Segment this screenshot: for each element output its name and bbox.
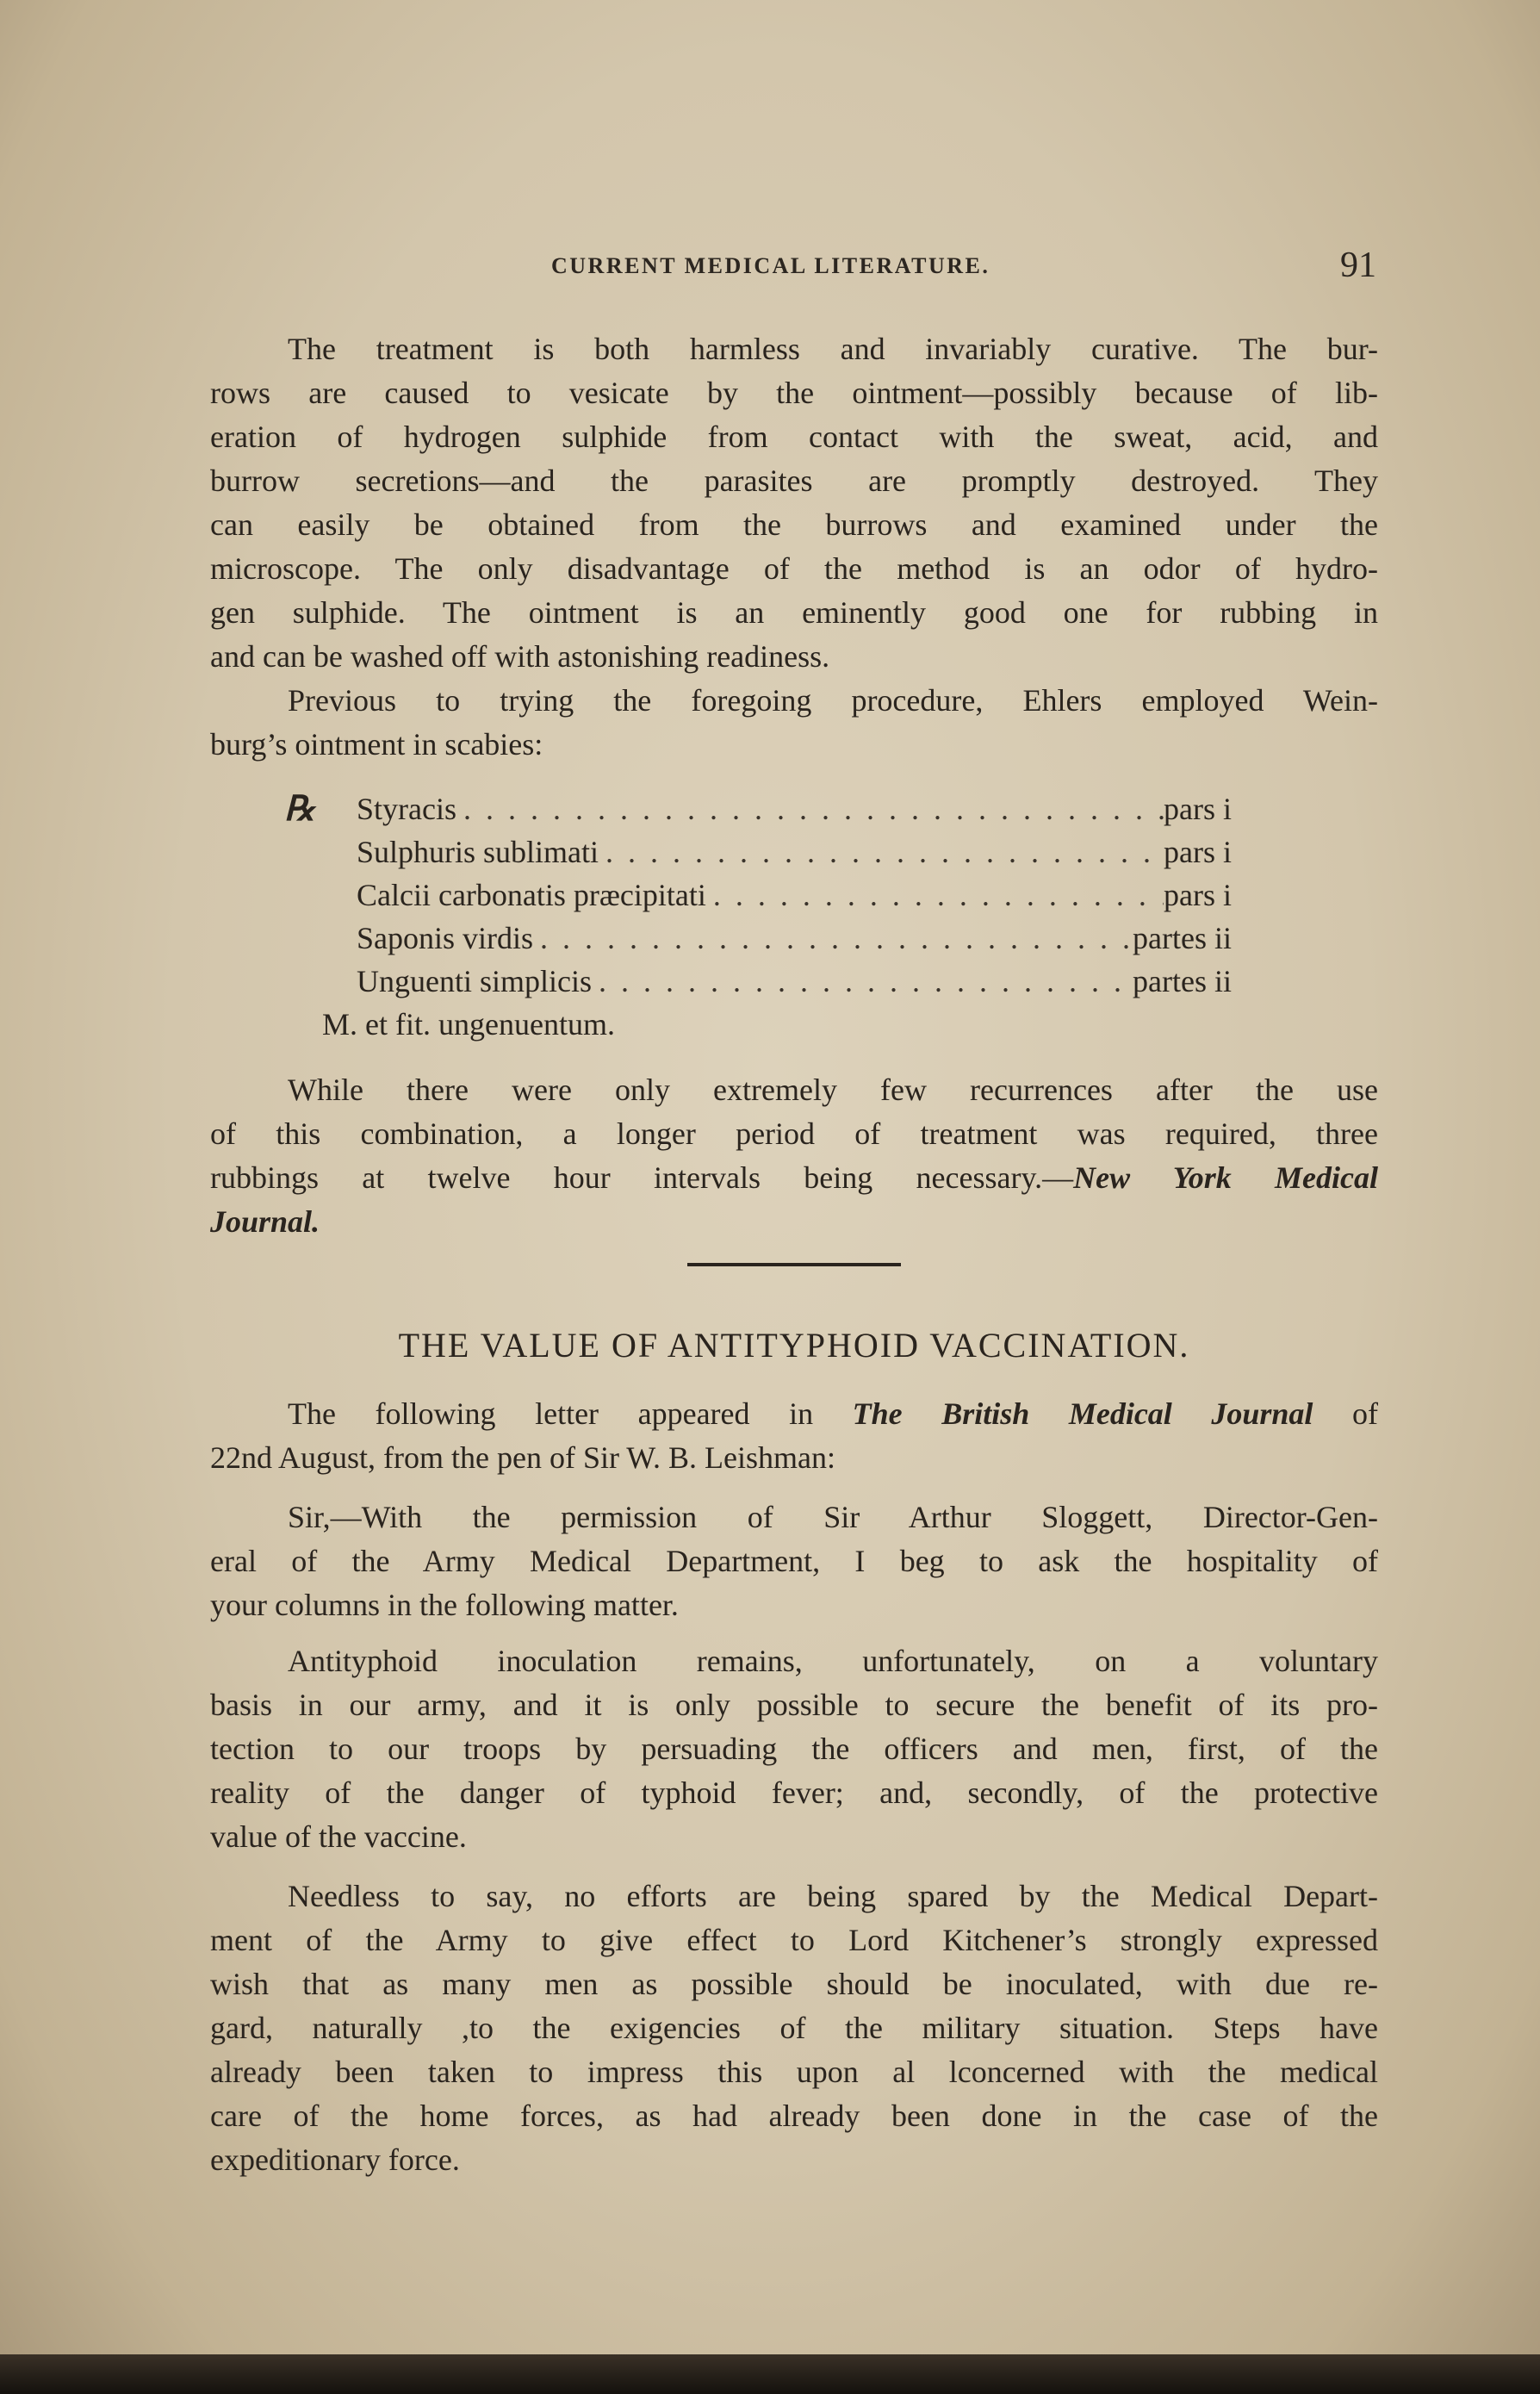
body-line: expeditionary force. — [210, 2142, 460, 2177]
body-line: Previous to trying the foregoing procedure, Ehlers employed Wein- — [288, 683, 1378, 718]
body-line: rows are caused to vesicate by the ointment—possibly because of lib- — [210, 376, 1378, 410]
body-line: gen sulphide. The ointment is an eminently good one for rubbing in — [210, 595, 1378, 630]
page-bottom-edge — [0, 2354, 1540, 2394]
body-line: microscope. The only disadvantage of the method is an odor of hydro- — [210, 551, 1378, 586]
recipe-item — [357, 830, 1232, 874]
recipe-item — [357, 917, 1232, 960]
running-head: CURRENT MEDICAL LITERATURE. — [551, 253, 990, 278]
citation: New York Medical — [1073, 1160, 1378, 1195]
body-line: reality of the danger of typhoid fever; and, secondly, of the protective — [210, 1775, 1378, 1810]
body-line: of this combination, a longer period of treatment was required, three — [210, 1116, 1378, 1151]
body-line: wish that as many men as possible should be inoculated, with due re- — [210, 1967, 1378, 2001]
leader-dots — [533, 917, 1133, 960]
body-line: tection to our troops by persuading the officers and men, first, of the — [210, 1732, 1378, 1766]
body-line: your columns in the following matter. — [210, 1588, 679, 1622]
body-line: burrow secretions—and the parasites are promptly destroyed. They — [210, 463, 1378, 498]
leader-dots — [706, 874, 1164, 917]
recipe-ingredient: Sulphuris sublimati — [357, 835, 599, 869]
body-line: The treatment is both harmless and invariably curative. The bur- — [288, 332, 1378, 366]
recipe-quantity: pars i — [1164, 835, 1232, 869]
body-line: While there were only extremely few recurrences after the use — [288, 1073, 1378, 1107]
recipe-item — [357, 787, 1232, 830]
recipe-item — [357, 960, 1232, 1003]
section-divider — [687, 1263, 901, 1266]
citation: Journal. — [210, 1204, 320, 1239]
body-text: The following letter appeared in — [288, 1396, 853, 1431]
recipe-ingredient: Styracis — [357, 792, 456, 826]
recipe-quantity: partes ii — [1133, 964, 1232, 998]
body-line: Antityphoid inoculation remains, unfortunately, on a voluntary — [288, 1644, 1378, 1678]
page-number: 91 — [1340, 246, 1376, 285]
body-line — [210, 1156, 1378, 1200]
body-line: 22nd August, from the pen of Sir W. B. Leishman: — [210, 1440, 835, 1475]
body-line: eration of hydrogen sulphide from contact with the sweat, acid, and — [210, 420, 1378, 454]
body-line: value of the vaccine. — [210, 1819, 467, 1854]
body-line — [210, 1392, 1378, 1436]
recipe-instruction: M. et fit. ungenuentum. — [322, 1007, 615, 1042]
recipe-quantity: pars i — [1164, 878, 1232, 912]
recipe-ingredient: Unguenti simplicis — [357, 964, 592, 998]
leader-dots — [456, 787, 1164, 830]
leader-dots — [599, 830, 1164, 874]
recipe-ingredient: Calcii carbonatis præcipitati — [357, 878, 706, 912]
body-line: ment of the Army to give effect to Lord Kitchener’s strongly expressed — [210, 1923, 1378, 1957]
body-line: Needless to say, no efforts are being spared by the Medical Depart- — [288, 1879, 1378, 1913]
body-line: Sir,—With the permission of Sir Arthur Sloggett, Director-Gen- — [288, 1500, 1378, 1534]
body-line: and can be washed off with astonishing readiness. — [210, 639, 830, 674]
leader-dots — [592, 960, 1133, 1003]
body-line: eral of the Army Medical Department, I beg to ask the hospitality of — [210, 1544, 1378, 1578]
section-heading: THE VALUE OF ANTITYPHOID VACCINATION. — [398, 1326, 1190, 1365]
body-line: burg’s ointment in scabies: — [210, 727, 543, 762]
recipe-ingredient: Saponis virdis — [357, 921, 534, 955]
body-line: gard, naturally ,to the exigencies of the military situation. Steps have — [210, 2011, 1378, 2045]
body-line — [210, 1200, 1378, 1244]
journal-title: The British Medical Journal — [852, 1396, 1313, 1431]
body-line: already been taken to impress this upon al lconcerned with the medical — [210, 2055, 1378, 2089]
body-text: rubbings at twelve hour intervals being necessary.— — [210, 1160, 1074, 1195]
body-line: basis in our army, and it is only possible to secure the benefit of its pro- — [210, 1688, 1378, 1722]
body-line: care of the home forces, as had already been done in the case of the — [210, 2099, 1378, 2133]
body-text: of — [1313, 1396, 1378, 1431]
recipe-quantity: pars i — [1164, 792, 1232, 826]
recipe-quantity: partes ii — [1133, 921, 1232, 955]
recipe-item — [357, 874, 1232, 917]
prescription-symbol: ℞ — [284, 789, 315, 828]
body-line: can easily be obtained from the burrows and examined under the — [210, 507, 1378, 542]
